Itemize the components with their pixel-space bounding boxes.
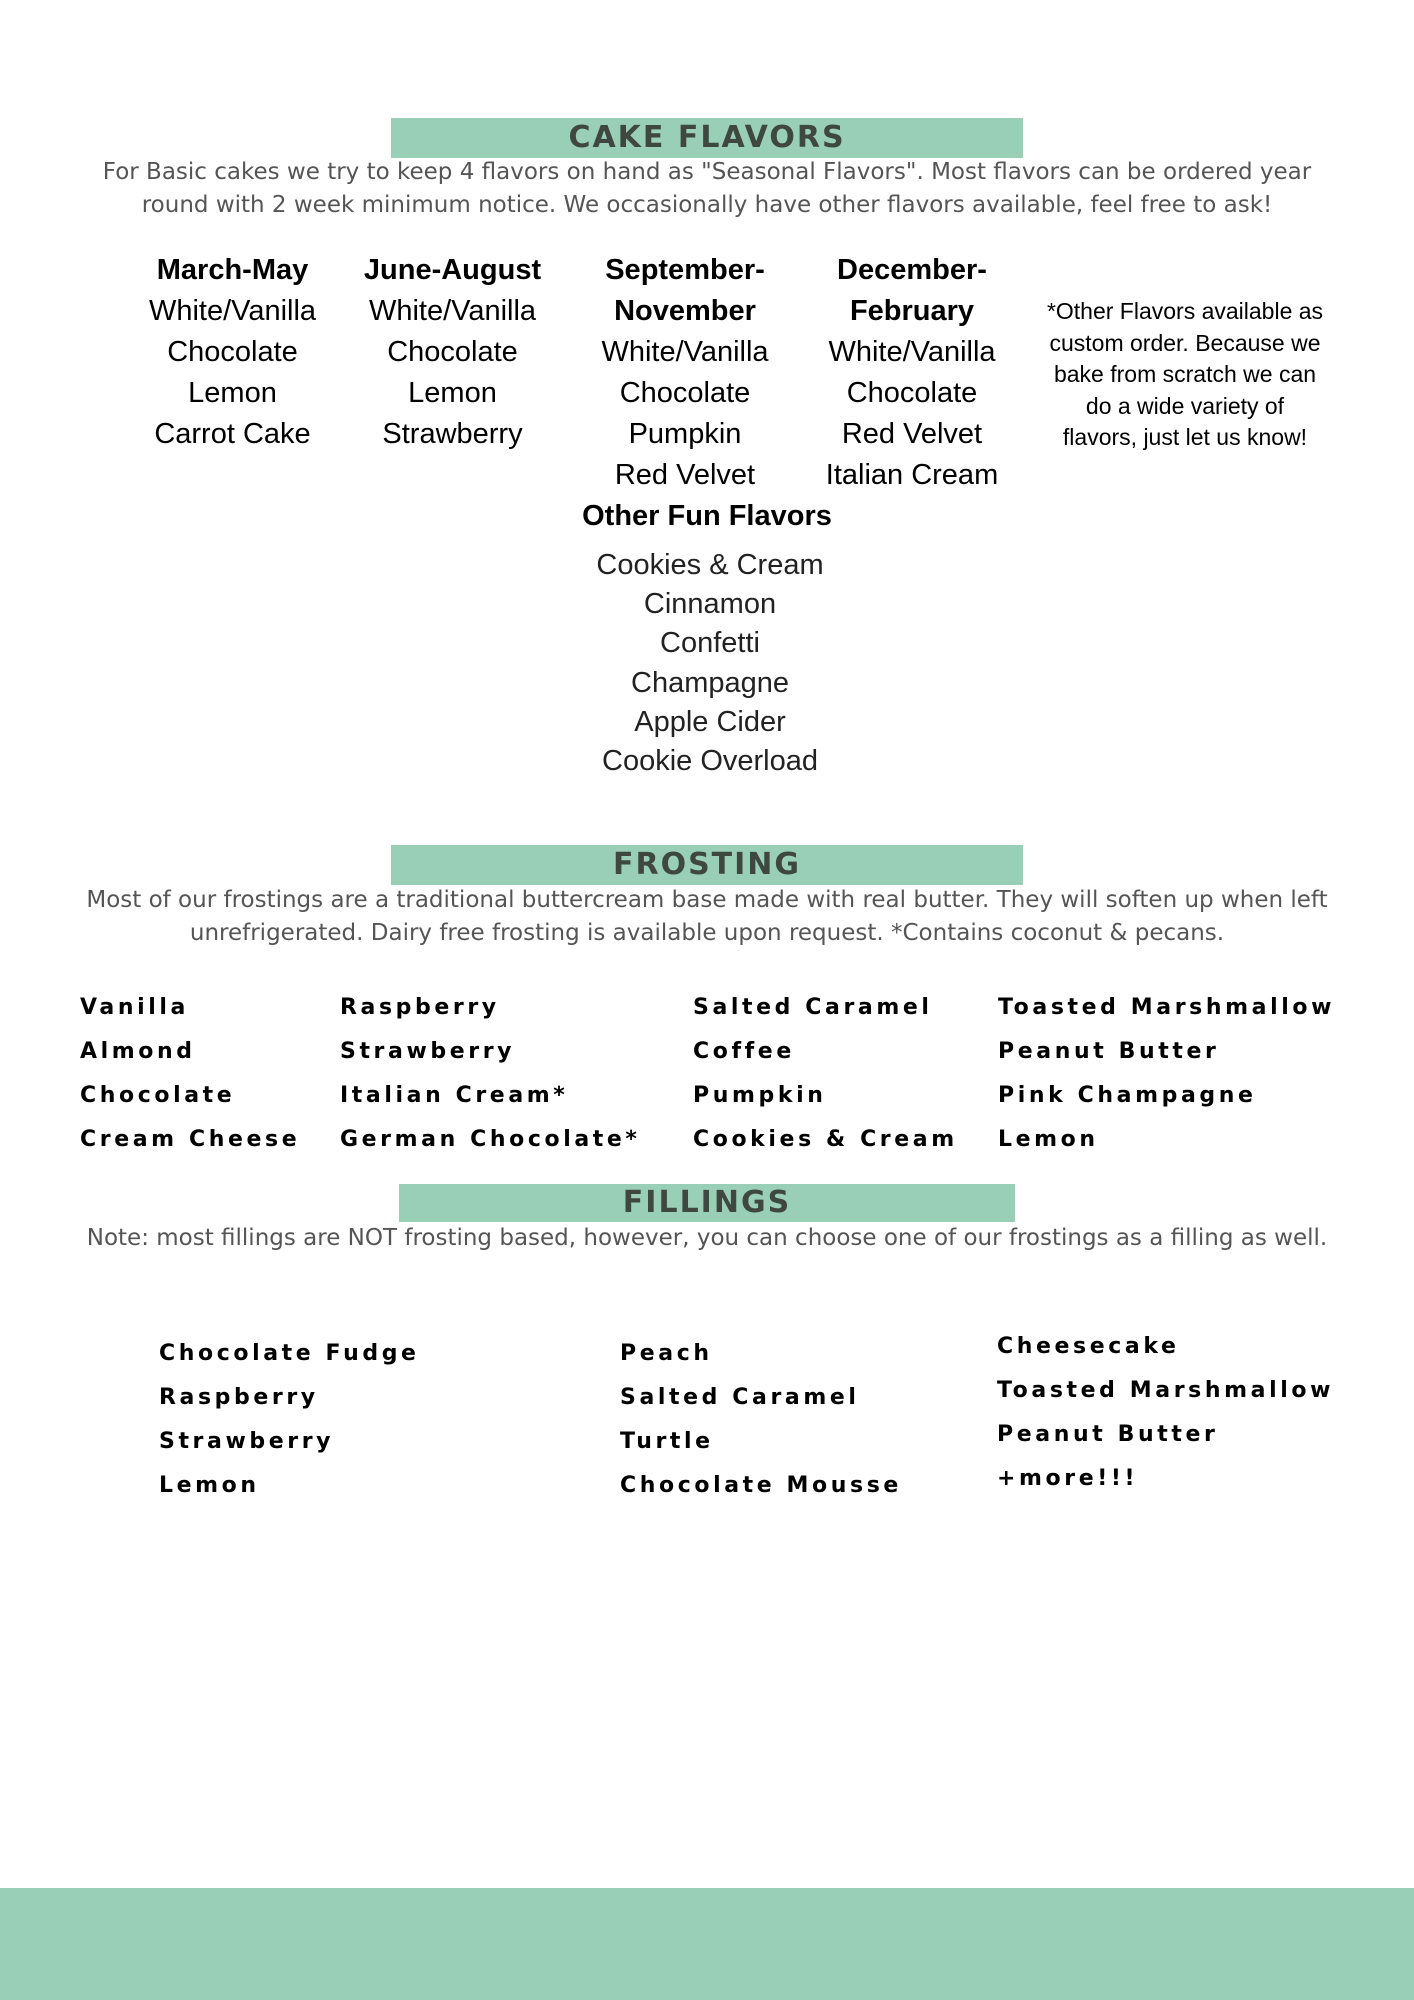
season-title-line-2: February (849, 295, 975, 327)
frosting-item: Pink Champagne (998, 1083, 1257, 1108)
frosting-intro-line-1: Most of our frostings are a traditional buttercream base made with real butter. They will soften up when left (86, 887, 1328, 913)
frosting-item: Almond (80, 1039, 196, 1064)
frosting-heading: FROSTING (612, 847, 802, 882)
season-flavor: Italian Cream (825, 459, 999, 491)
filling-item: +more!!! (997, 1466, 1139, 1491)
season-title: March-May (156, 254, 309, 286)
note-line: bake from scratch we can (1053, 361, 1317, 387)
fun-flavor: Cinnamon (643, 588, 777, 621)
fun-flavor: Confetti (660, 627, 760, 660)
frosting-intro-line-2: unrefrigerated. Dairy free frosting is available upon request. *Contains coconut & pecans. (189, 920, 1225, 946)
fillings-column-2 (620, 1332, 902, 1508)
season-flavor: Red Velvet (841, 418, 983, 450)
filling-item: Cheesecake (997, 1334, 1180, 1359)
frosting-column-2 (340, 986, 641, 1162)
cake-flavors-heading: CAKE FLAVORS (568, 120, 846, 155)
fillings-note: Note: most fillings are NOT frosting based, however, you can choose one of our frostings as a filling as well. (86, 1225, 1328, 1251)
season-flavor: Red Velvet (614, 459, 756, 491)
frosting-item: Vanilla (80, 995, 189, 1020)
footer-band (0, 1888, 1414, 2000)
season-flavor: Lemon (188, 377, 277, 409)
cake-flavors-intro (40, 156, 1374, 222)
filling-item: Peach (620, 1341, 713, 1366)
season-september-november (570, 250, 800, 496)
season-flavor: White/Vanilla (368, 295, 537, 327)
fillings-column-3 (997, 1325, 1334, 1501)
filling-item: Chocolate Fudge (159, 1341, 420, 1366)
frosting-item: Pumpkin (693, 1083, 827, 1108)
frosting-item: Chocolate (80, 1083, 236, 1108)
cake-flavors-intro-line-2: round with 2 week minimum notice. We occasionally have other flavors available, feel free to ask! (141, 192, 1273, 218)
frosting-item: Cookies & Cream (693, 1127, 958, 1152)
frosting-item: Cream Cheese (80, 1127, 301, 1152)
season-flavor: Carrot Cake (154, 418, 311, 450)
filling-item: Strawberry (159, 1429, 335, 1454)
fun-flavor: Apple Cider (634, 705, 786, 738)
note-line: *Other Flavors available as (1046, 298, 1324, 324)
season-flavor: White/Vanilla (148, 295, 317, 327)
fillings-column-1 (159, 1332, 420, 1508)
frosting-column-3 (693, 986, 958, 1162)
filling-item: Raspberry (159, 1385, 319, 1410)
season-title: June-August (363, 254, 542, 286)
filling-item: Salted Caramel (620, 1385, 860, 1410)
frosting-column-4 (998, 986, 1335, 1162)
filling-item: Chocolate Mousse (620, 1473, 902, 1498)
fun-flavor: Champagne (631, 666, 789, 699)
fun-flavor: Cookies & Cream (596, 549, 824, 581)
season-flavor: Chocolate (387, 336, 518, 368)
frosting-item: Lemon (998, 1127, 1099, 1152)
frosting-item: Italian Cream* (340, 1083, 569, 1108)
frosting-intro (40, 884, 1374, 950)
season-title-line-1: September- (605, 254, 765, 286)
fillings-heading: FILLINGS (622, 1185, 792, 1220)
season-december-february (797, 250, 1027, 496)
season-title-line-1: December- (837, 254, 987, 286)
note-line: do a wide variety of (1085, 392, 1285, 419)
frosting-item: Toasted Marshmallow (998, 995, 1336, 1020)
season-june-august (340, 250, 565, 455)
cake-flavors-intro-line-1: For Basic cakes we try to keep 4 flavors on hand as "Seasonal Flavors". Most flavors can be ordered year (102, 159, 1312, 185)
season-flavor: Strawberry (382, 418, 523, 450)
filling-item: Lemon (159, 1473, 260, 1498)
note-line: flavors, just let us know! (1062, 424, 1308, 450)
other-fun-flavors-list (500, 546, 920, 781)
frosting-item: Raspberry (340, 995, 500, 1020)
season-flavor: Chocolate (167, 336, 298, 368)
frosting-item: German Chocolate* (340, 1127, 641, 1152)
season-flavor: Lemon (408, 377, 497, 409)
season-title-line-2: November (614, 295, 756, 327)
other-fun-flavors-title: Other Fun Flavors (582, 500, 832, 532)
fun-flavor: Cookie Overload (602, 745, 818, 778)
season-flavor: White/Vanilla (601, 336, 769, 368)
season-flavor: Chocolate (619, 377, 751, 409)
season-flavor: White/Vanilla (828, 336, 996, 368)
season-flavor: Pumpkin (628, 418, 742, 450)
note-line: custom order. Because we (1049, 329, 1321, 356)
frosting-column-1 (80, 986, 300, 1162)
frosting-item: Salted Caramel (693, 995, 933, 1020)
frosting-item: Strawberry (340, 1039, 516, 1064)
season-flavor: Chocolate (846, 377, 978, 409)
filling-item: Toasted Marshmallow (997, 1378, 1335, 1403)
custom-order-note (1034, 296, 1336, 454)
filling-item: Turtle (620, 1429, 714, 1454)
filling-item: Peanut Butter (997, 1422, 1219, 1447)
frosting-item: Peanut Butter (998, 1039, 1220, 1064)
season-march-may (120, 250, 345, 455)
frosting-item: Coffee (693, 1039, 795, 1064)
